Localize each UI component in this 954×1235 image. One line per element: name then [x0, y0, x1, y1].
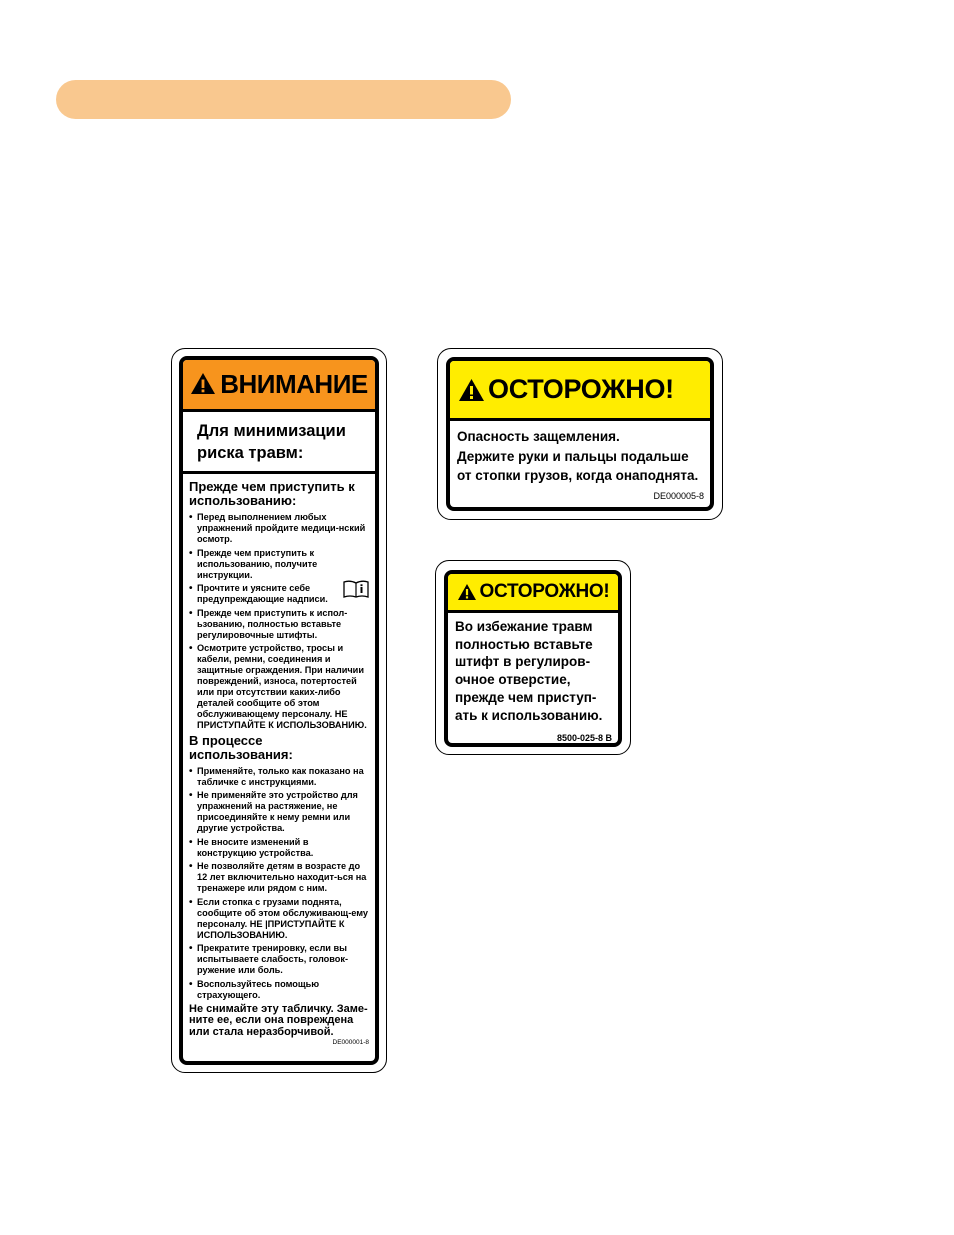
warning-label [171, 348, 387, 1073]
caution-label-body [448, 613, 618, 747]
caution-label-frame [444, 570, 622, 747]
caution-line-2: Держите руки и пальцы подальше от стопки грузов, когда онаподнята. [457, 449, 699, 483]
list-item: • Прежде чем приступить к испол-ьзованию, полностью вставьте регулировочные штифты. [189, 608, 369, 641]
list-item: • Прежде чем приступить к использованию, получите инструкции. [189, 548, 369, 581]
warning-label-footer: Не снимайте эту табличку. Заме-ните ее, если она повреждена или стала неразборчивой. [189, 1002, 368, 1038]
warning-label-header [183, 360, 375, 412]
list-item: • Не вносите изменений в конструкцию устройства. [189, 837, 369, 859]
caution-label-title: ОСТОРОЖНО! [488, 374, 674, 404]
manual-info-icon [343, 580, 369, 601]
caution-label-pin [435, 560, 631, 755]
caution-label-title: ОСТОРОЖНО! [479, 581, 610, 602]
warning-triangle-icon [190, 372, 216, 395]
warning-label-code: DE000001-8 [332, 1039, 369, 1046]
list-item: • Если стопка с грузами поднята, сообщите об этом обслуживающ-ему персоналу. НЕ |ПРИСТУПАЙТЕ К ИСПОЛЬЗОВАНИЮ. [189, 897, 369, 941]
warning-label-subtitle [183, 412, 375, 474]
list-item: • Не применяйте это устройство для упражнений на растяжение, не присоединяйте к нему ремни или другие устройства. [189, 790, 369, 834]
list-item: • Не позволяйте детям в возрасте до 12 лет включительно находит-ься на тренажере или рядом с ним. [189, 861, 369, 894]
subtitle-line-1: Для минимизации [197, 422, 346, 440]
caution-label-header [448, 574, 618, 613]
caution-label-pinch [437, 348, 723, 520]
list-item: • Воспользуйтесь помощью страхующего. [189, 979, 369, 1001]
subtitle-line-2: риска травм: [197, 444, 304, 462]
section-heading-during-use: В процессе использования: [189, 732, 293, 762]
list-item-text: • Прочтите и уясните себе предупреждающие надписи. [197, 583, 328, 604]
caution-label-code: 8500-025-8 B [556, 733, 612, 744]
warning-triangle-icon [457, 583, 477, 601]
warning-label-body [183, 474, 375, 1046]
caution-line-1: Опасность защемления. [457, 429, 620, 444]
section-heading-before-use: Прежде чем приступить к использованию: [189, 479, 355, 508]
list-item [189, 583, 369, 605]
list-item: • Осмотрите устройство, тросы и кабели, ремни, соединения и защитные ограждения. При наличии повреждений, износа, потертостей или при отсутствии каких-либо деталей сообщите об этом обслуживающему персоналу. НЕ ПРИСТУПАЙТЕ К ИСПОЛЬЗОВАНИЮ. [189, 643, 369, 731]
during-use-list [189, 766, 369, 1001]
warning-triangle-icon [458, 378, 485, 402]
warning-label-title: ВНИМАНИЕ [220, 369, 368, 399]
list-item: • Прекратите тренировку, если вы испытываете слабость, головок-ружение или боль. [189, 943, 369, 976]
caution-label-code: DE000005-8 [653, 491, 704, 501]
list-item: • Применяйте, только как показано на табличке с инструкциями. [189, 766, 369, 788]
caution-text: Во избежание травм полностью вставьте штифт в регулиров-очное отверстие, прежде чем приступ-ать к использованию. [455, 619, 603, 723]
section-banner [56, 80, 511, 119]
list-item: • Перед выполнением любых упражнений пройдите медици-нский осмотр. [189, 512, 369, 545]
caution-label-frame [446, 357, 714, 511]
before-use-list [189, 512, 369, 731]
warning-label-frame [179, 356, 379, 1065]
caution-label-header [450, 361, 710, 421]
caution-label-body [450, 421, 710, 506]
